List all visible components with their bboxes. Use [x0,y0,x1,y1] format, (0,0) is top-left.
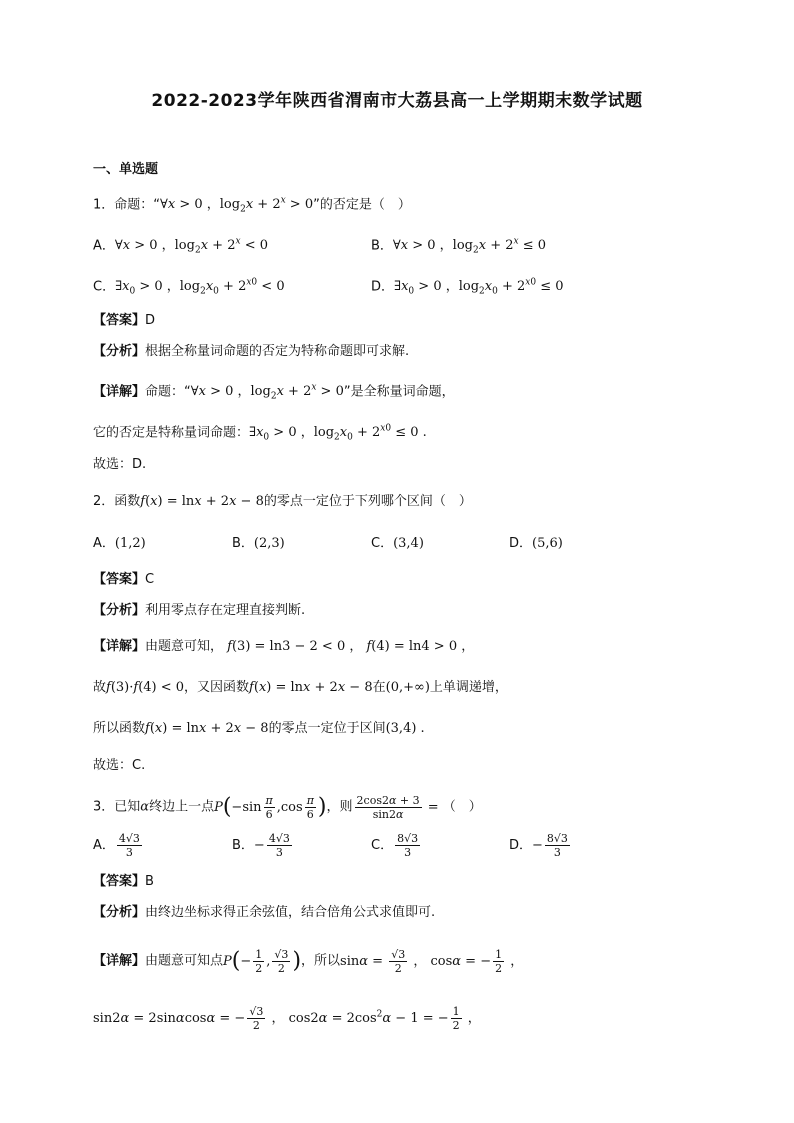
page-title: 2022-2023学年陕西省渭南市大荔县高一上学期期末数学试题 [151,91,643,111]
q1-detail-2: 它的否定是特称量词命题：$\exists x_0 > 0$ ，$\log_2x_0 + 2^{x0} \le 0$ . [93,424,427,443]
q3-option-d: D．− $\frac{8√3}{3}$ [509,832,568,859]
q2-detail-3: 所以函数f(x) = lnx + 2x − 8的零点一定位于区间(3,4) . [93,721,425,736]
q2-option-a: A．(1,2) [93,536,146,551]
q1-stem: 1．命题：“∀x > 0 ，$\log_2x + 2^x > 0$”的否定是（ ） [93,196,411,215]
q3-stem: 3．已知α终边上一点P(−sin $\frac{\pi}{6}$ ,cos $\frac{\pi}{6}$ )，则 $\frac{2\cos 2\alpha + 3}{\sin 2\alpha}$ = （ ） [93,793,482,821]
q1-option-a: A．∀x > 0 ，$\log_2x + 2^x < 0$ [93,237,268,256]
q2-detail-2: 故f(3)·f(4) < 0，又因函数f(x) = lnx + 2x − 8在(0,+∞)上单调递增， [93,680,508,695]
q2-option-b: B．(2,3) [232,536,285,551]
section-heading: 一、单选题 [93,162,159,177]
q3-detail-2: sin2α = 2sinαcosα = − $\frac{√3}{2}$ ， $\cos 2\alpha = 2\cos^2\alpha - 1$ = − $\frac{1}{2}$ ， [93,1005,481,1033]
q1-option-c: C．$\exists x_0 > 0$ ，$\log_2x_0 + 2^{x0} < 0$ [93,278,285,297]
q2-analysis: 【分析】利用零点存在定理直接判断. [93,603,306,618]
q1-option-d: D．$\exists x_0 > 0$ ，$\log_2x_0 + 2^{x0} \le 0$ [371,278,564,297]
q3-answer: 【答案】B [93,874,154,889]
q1-analysis: 【分析】根据全称量词命题的否定为特称命题即可求解. [93,344,410,359]
q2-conclusion: 故选：C. [93,758,146,773]
q1-option-b: B．∀x > 0 ，$\log_2x + 2^x \le 0$ [371,237,547,256]
q2-option-d: D．(5,6) [509,536,563,551]
q2-option-c: C．(3,4) [371,536,424,551]
q2-answer: 【答案】C [93,572,155,587]
q1-detail-1: 【详解】命题：“∀x > 0 ，$\log_2x + 2^x > 0$”是全称量词命题， [93,383,455,402]
q1-answer: 【答案】D [93,313,156,328]
q1-conclusion: 故选：D. [93,457,147,472]
q3-option-c: C． $\frac{8√3}{3}$ [371,832,419,859]
q3-option-b: B．− $\frac{4√3}{3}$ [232,832,290,859]
q2-detail-1: 【详解】由题意可知， f(3) = ln3 − 2 < 0 ， f(4) = ln4 > 0 ， [93,639,475,654]
q3-detail-1: 【详解】由题意可知点P(− $\frac{1}{2}$ , $\frac{√3}{2}$ )，所以sinα = $\frac{√3}{2}$ ， cosα = − $\frac{1}{2}$ ， [93,947,524,975]
q3-option-a: A． $\frac{4√3}{3}$ [93,832,140,859]
q3-analysis: 【分析】由终边坐标求得正余弦值，结合倍角公式求值即可. [93,905,436,920]
q2-stem: 2．函数f(x) = lnx + 2x − 8的零点一定位于下列哪个区间（ ） [93,494,472,509]
